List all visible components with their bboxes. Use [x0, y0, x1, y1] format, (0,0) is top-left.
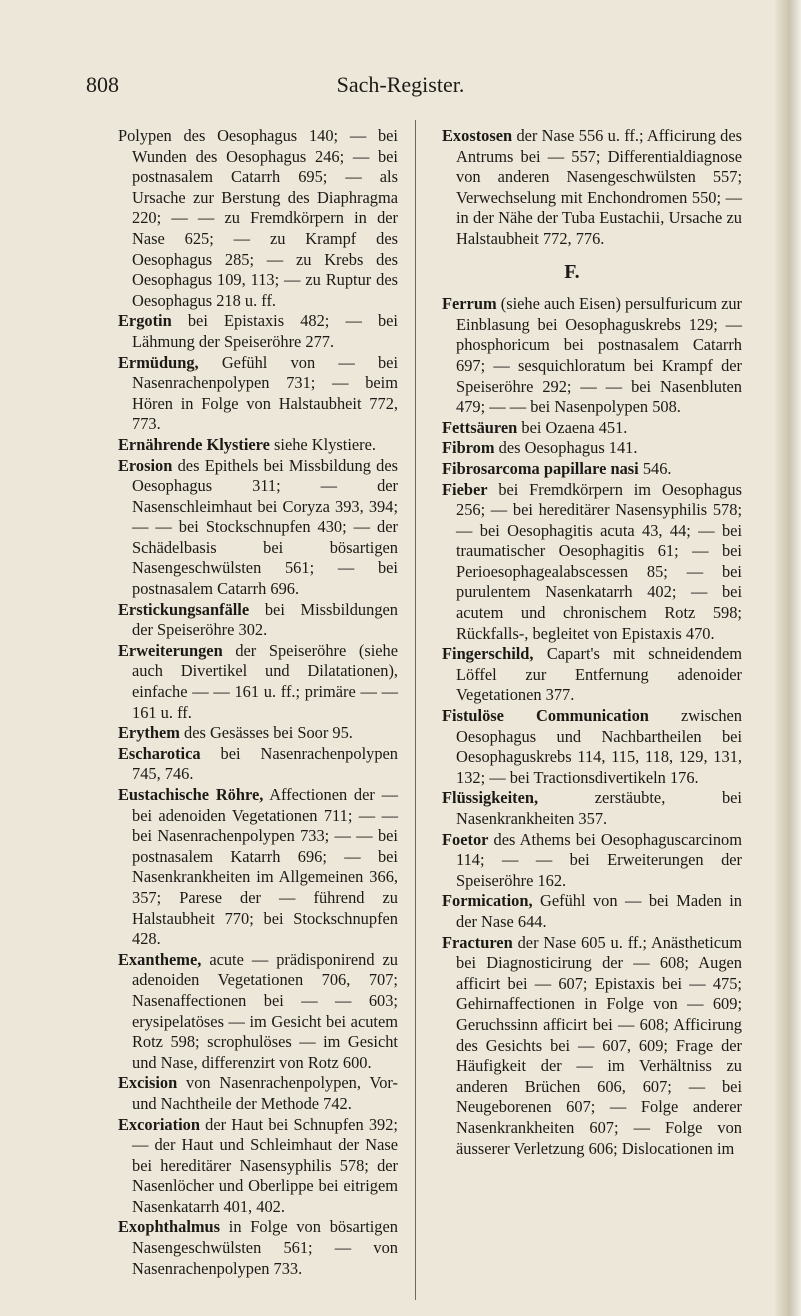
- entry-headword: Erythem: [118, 723, 180, 743]
- index-entry: [442, 438, 742, 459]
- page-edge-shadow: [775, 0, 801, 1316]
- right-column: [442, 126, 742, 1159]
- index-entry: [118, 641, 398, 723]
- entry-headword: Ernährende Klystiere: [118, 434, 270, 454]
- entry-text: Polypen des Oesophagus 140; — bei Wunden des Oesophagus 246; — bei postnasalem Catarrh 695; — als Ursache zur Berstung des Diaphragma 220; — — zu Fremdkörpern in der Nase 625; — zu Krampf des Oesophagus 285; — zu Krebs des Oesophagus 109, 113; — zu Ruptur des Oesophagus 218 u. ff.: [118, 126, 398, 310]
- entry-headword: Eustachische Röhre,: [118, 785, 264, 804]
- entry-text: siehe Klystiere.: [274, 434, 376, 454]
- index-entry: [118, 1073, 398, 1114]
- section-letter: F.: [564, 260, 580, 283]
- entry-text: des Epithels bei Missbildung des Oesophagus 311; — der Nasenschleimhaut bei Coryza 393, 394; — — bei Stockschnupfen 430; — der Schädelbasis bei bösartigen Nasengeschwülsten 561; — bei postnasalem Catarrh 696.: [132, 455, 398, 599]
- entry-text: in Folge von bösartigen Nasengeschwülsten 561; — von Nasenrachenpolypen 733.: [132, 1217, 398, 1278]
- entry-text: zwischen Oesophagus und Nachbartheilen bei Oesophaguskrebs 114, 115, 118, 129, 131, 132; — bei Tractionsdivertikeln 176.: [456, 706, 742, 787]
- entry-headword: Fettsäuren: [442, 417, 518, 437]
- entry-headword: Fibrom: [442, 438, 495, 458]
- entry-headword: Formication,: [442, 891, 533, 911]
- entry-text: des Athems bei Oesophaguscarcinom 114; — — bei Erweiterungen der Speiseröhre 162.: [456, 829, 742, 890]
- entry-text: (siehe auch Eisen) persulfuricum zur Einblasung bei Oesophaguskrebs 129; — phosphoricum bei postnasalem Catarrh 697; — sesquichloratum bei Krampf der Speiseröhre 292; — — bei Nasenbluten 479; — — bei Nasenpolypen 508.: [456, 294, 742, 417]
- entry-text: Gefühl von — bei Maden in der Nase 644.: [456, 891, 742, 931]
- entry-text: der Nase 605 u. ff.; Anästheticum bei Diagnosticirung der — 608; Augen afficirt bei — 607; Epistaxis bei — 475; Gehirnaffectionen in Folge von — 609; Geruchssinn afficirt bei — 608; Afficirung des Gesichts bei — 607, 609; Frage der Häufigkeit der — im Verhältniss zu anderen Brüchen 606, 607; — bei Neugeborenen 607; — Folge anderer Nasenkrankheiten 607; — Folge von äusserer Verletzung 606; Dislocationen im: [456, 932, 742, 1158]
- entry-headword: Fistulöse Communication: [442, 706, 649, 726]
- entry-text: Capart's mit schneidendem Löffel zur Entfernung adenoider Vegetationen 377.: [456, 644, 742, 705]
- entry-text: bei Nasenrachenpolypen 745, 746.: [132, 743, 398, 784]
- entry-headword: Ferrum: [442, 294, 497, 314]
- entry-text: bei Epistaxis 482; — bei Lähmung der Speiseröhre 277.: [132, 311, 398, 351]
- entry-headword: Excoriation: [118, 1114, 200, 1134]
- index-entry: [442, 418, 742, 439]
- index-entry: [442, 294, 742, 418]
- entry-headword: Fieber: [442, 479, 488, 499]
- entry-headword: Flüssigkeiten,: [442, 788, 539, 808]
- index-entry: [118, 600, 398, 641]
- index-entry: [118, 435, 398, 456]
- index-entry: [118, 1115, 398, 1218]
- entry-headword: Erweiterungen: [118, 640, 223, 660]
- entry-text: 546.: [642, 458, 672, 478]
- entry-headword: Exostosen: [442, 126, 513, 145]
- index-entry: [118, 353, 398, 435]
- entry-headword: Excision: [118, 1073, 178, 1093]
- entry-headword: Erstickungsanfälle: [118, 599, 250, 619]
- running-title: Sach-Register.: [336, 72, 465, 97]
- index-entry: [442, 480, 742, 645]
- entry-headword: Fingerschild,: [442, 644, 534, 664]
- right-column-entries-e: [442, 126, 742, 250]
- entry-headword: Ergotin: [118, 311, 172, 331]
- index-entry: [118, 1217, 398, 1279]
- page-header: [0, 72, 801, 102]
- entry-headword: Ermüdung,: [118, 352, 199, 372]
- index-entry: [118, 785, 398, 950]
- entry-text: zerstäubte, bei Nasenkrankheiten 357.: [456, 788, 742, 828]
- entry-headword: Erosion: [118, 455, 173, 475]
- index-entry: [442, 788, 742, 829]
- entry-text: des Oesophagus 141.: [498, 438, 638, 458]
- index-entry: [442, 706, 742, 788]
- entry-text: der Nase 556 u. ff.; Afficirung des Antrums bei — 557; Differentialdiagnose von anderen Nasengeschwülsten 557; Verwechselung mit Enchondromen 550; — in der Nähe der Tuba Eustachii, Ursache zu Halstaubheit 772, 776.: [456, 126, 742, 248]
- entry-text: des Gesässes bei Soor 95.: [184, 723, 353, 743]
- right-column-entries-f: [442, 294, 742, 1159]
- index-entry: [118, 311, 398, 352]
- entry-text: bei Missbildungen der Speiseröhre 302.: [132, 599, 398, 640]
- left-column: [118, 126, 398, 1279]
- index-entry: [442, 644, 742, 706]
- entry-headword: Exantheme,: [118, 949, 202, 969]
- index-entry: [118, 950, 398, 1074]
- column-divider: [415, 120, 416, 1300]
- entry-headword: Exophthalmus: [118, 1217, 221, 1237]
- entry-text: der Speiseröhre (siehe auch Divertikel und Dilatationen), einfache — — 161 u. ff.; primäre — — 161 u. ff.: [132, 640, 398, 722]
- index-entry: [442, 891, 742, 932]
- page-number: 808: [86, 72, 119, 97]
- entry-text: der Haut bei Schnupfen 392; — der Haut und Schleimhaut der Nase bei hereditärer Nasensyphilis 578; der Nasenlöcher und Oberlippe bei eitrigem Nasenkatarrh 401, 402.: [132, 1114, 398, 1216]
- index-entry: [118, 723, 398, 744]
- entry-headword: Fibrosarcoma papillare nasi: [442, 458, 639, 478]
- entry-text: bei Fremdkörpern im Oesophagus 256; — bei hereditärer Nasensyphilis 578; — bei Oesophagitis acuta 43, 44; — bei traumatischer Oesophagitis 61; — bei Perioesophagealabscessen 85; — bei purulentem Nasenkatarrh 402; — bei acutem und chronischem Rotz 598; Rückfalls-, begleitet von Epistaxis 470.: [456, 479, 742, 643]
- index-entry: [442, 126, 742, 250]
- entry-text: bei Ozaena 451.: [521, 417, 628, 437]
- entry-headword: Fracturen: [442, 932, 513, 952]
- index-entry: [118, 126, 398, 311]
- entry-text: Gefühl von — bei Nasenrachenpolypen 731; — beim Hören in Folge von Halstaubheit 772, 773.: [132, 352, 398, 434]
- entry-text: Affectionen der — bei adenoiden Vegetationen 711; — — bei Nasenrachenpolypen 733; — — bei postnasalem Katarrh 696; — bei Nasenkrankheiten im Allgemeinen 366, 357; Parese der — führend zu Halstaubheit 770; bei Stockschnupfen 428.: [132, 785, 398, 949]
- index-entry: [118, 744, 398, 785]
- index-entry: [118, 456, 398, 600]
- entry-headword: Escharotica: [118, 743, 201, 763]
- entry-text: von Nasenrachenpolypen, Vor- und Nachtheile der Methode 742.: [132, 1073, 398, 1113]
- index-entry: [442, 933, 742, 1160]
- entry-headword: Foetor: [442, 829, 489, 849]
- entry-text: acute — prädisponirend zu adenoiden Vegetationen 706, 707; Nasenaffectionen bei — — 603; erysipelatöses — im Gesicht bei acutem Rotz 598; scrophulöses — im Gesicht und Nase, differenzirt von Rotz 600.: [132, 949, 398, 1072]
- index-entry: [442, 830, 742, 892]
- index-entry: [442, 459, 742, 480]
